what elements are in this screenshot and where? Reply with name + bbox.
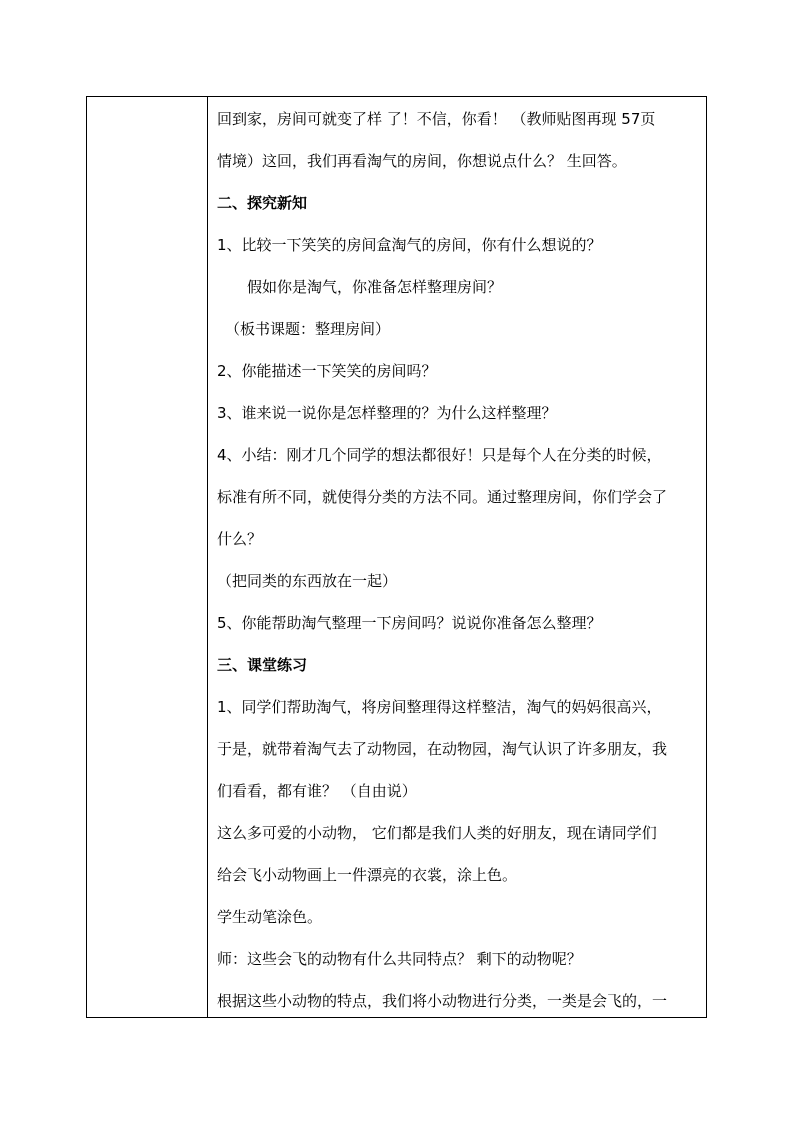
section-heading-explore: 二、探究新知 bbox=[217, 194, 308, 212]
text-line-21: 师：这些会飞的动物有什么共同特点？ 剩下的动物呢？ bbox=[217, 950, 582, 968]
text-line-9: 4、小结：刚才几个同学的想法都很好！只是每个人在分类的时候， bbox=[217, 446, 662, 464]
text-line-16: 于是，就带着淘气去了动物园，在动物园，淘气认识了许多朋友，我 bbox=[217, 740, 668, 758]
text-line-11: 什么？ bbox=[217, 530, 263, 548]
text-line-18: 这么多可爱的小动物， 它们都是我们人类的好朋友，现在请同学们 bbox=[217, 824, 657, 842]
text-line-17: 们看看，都有谁？ （自由说） bbox=[217, 782, 417, 800]
table-left-cell bbox=[87, 97, 208, 1017]
text-line-13: 5、你能帮助淘气整理一下房间吗？说说你准备怎么整理？ bbox=[217, 614, 602, 632]
text-line-20: 学生动笔涂色。 bbox=[217, 908, 323, 926]
text-line-7: 2、你能描述一下笑笑的房间吗？ bbox=[217, 362, 437, 380]
section-heading-practice: 三、课堂练习 bbox=[217, 656, 308, 674]
text-line-19: 给会飞小动物画上一件漂亮的衣裳，涂上色。 bbox=[217, 866, 518, 884]
text-line-5: 假如你是淘气，你准备怎样整理房间？ bbox=[247, 278, 503, 296]
table-content-cell bbox=[208, 97, 706, 1017]
lesson-table bbox=[86, 96, 707, 1018]
board-title-note: （板书课题：整理房间） bbox=[225, 320, 391, 338]
text-line-8: 3、谁来说一说你是怎样整理的？为什么这样整理？ bbox=[217, 404, 557, 422]
text-line-10: 标准有所不同，就使得分类的方法不同。通过整理房间，你们学会了 bbox=[217, 488, 668, 506]
text-line-15: 1、同学们帮助淘气，将房间整理得这样整洁，淘气的妈妈很高兴， bbox=[217, 698, 662, 716]
text-line-1: 回到家，房间可就变了样 了！不信，你看！ （教师贴图再现 57页 bbox=[217, 110, 656, 128]
text-line-12: （把同类的东西放在一起） bbox=[217, 572, 398, 590]
text-line-2: 情境）这回，我们再看淘气的房间，你想说点什么？ 生回答。 bbox=[217, 152, 627, 170]
text-line-22: 根据这些小动物的特点，我们将小动物进行分类，一类是会飞的，一 bbox=[217, 992, 668, 1010]
text-line-4: 1、比较一下笑笑的房间盒淘气的房间，你有什么想说的？ bbox=[217, 236, 602, 254]
